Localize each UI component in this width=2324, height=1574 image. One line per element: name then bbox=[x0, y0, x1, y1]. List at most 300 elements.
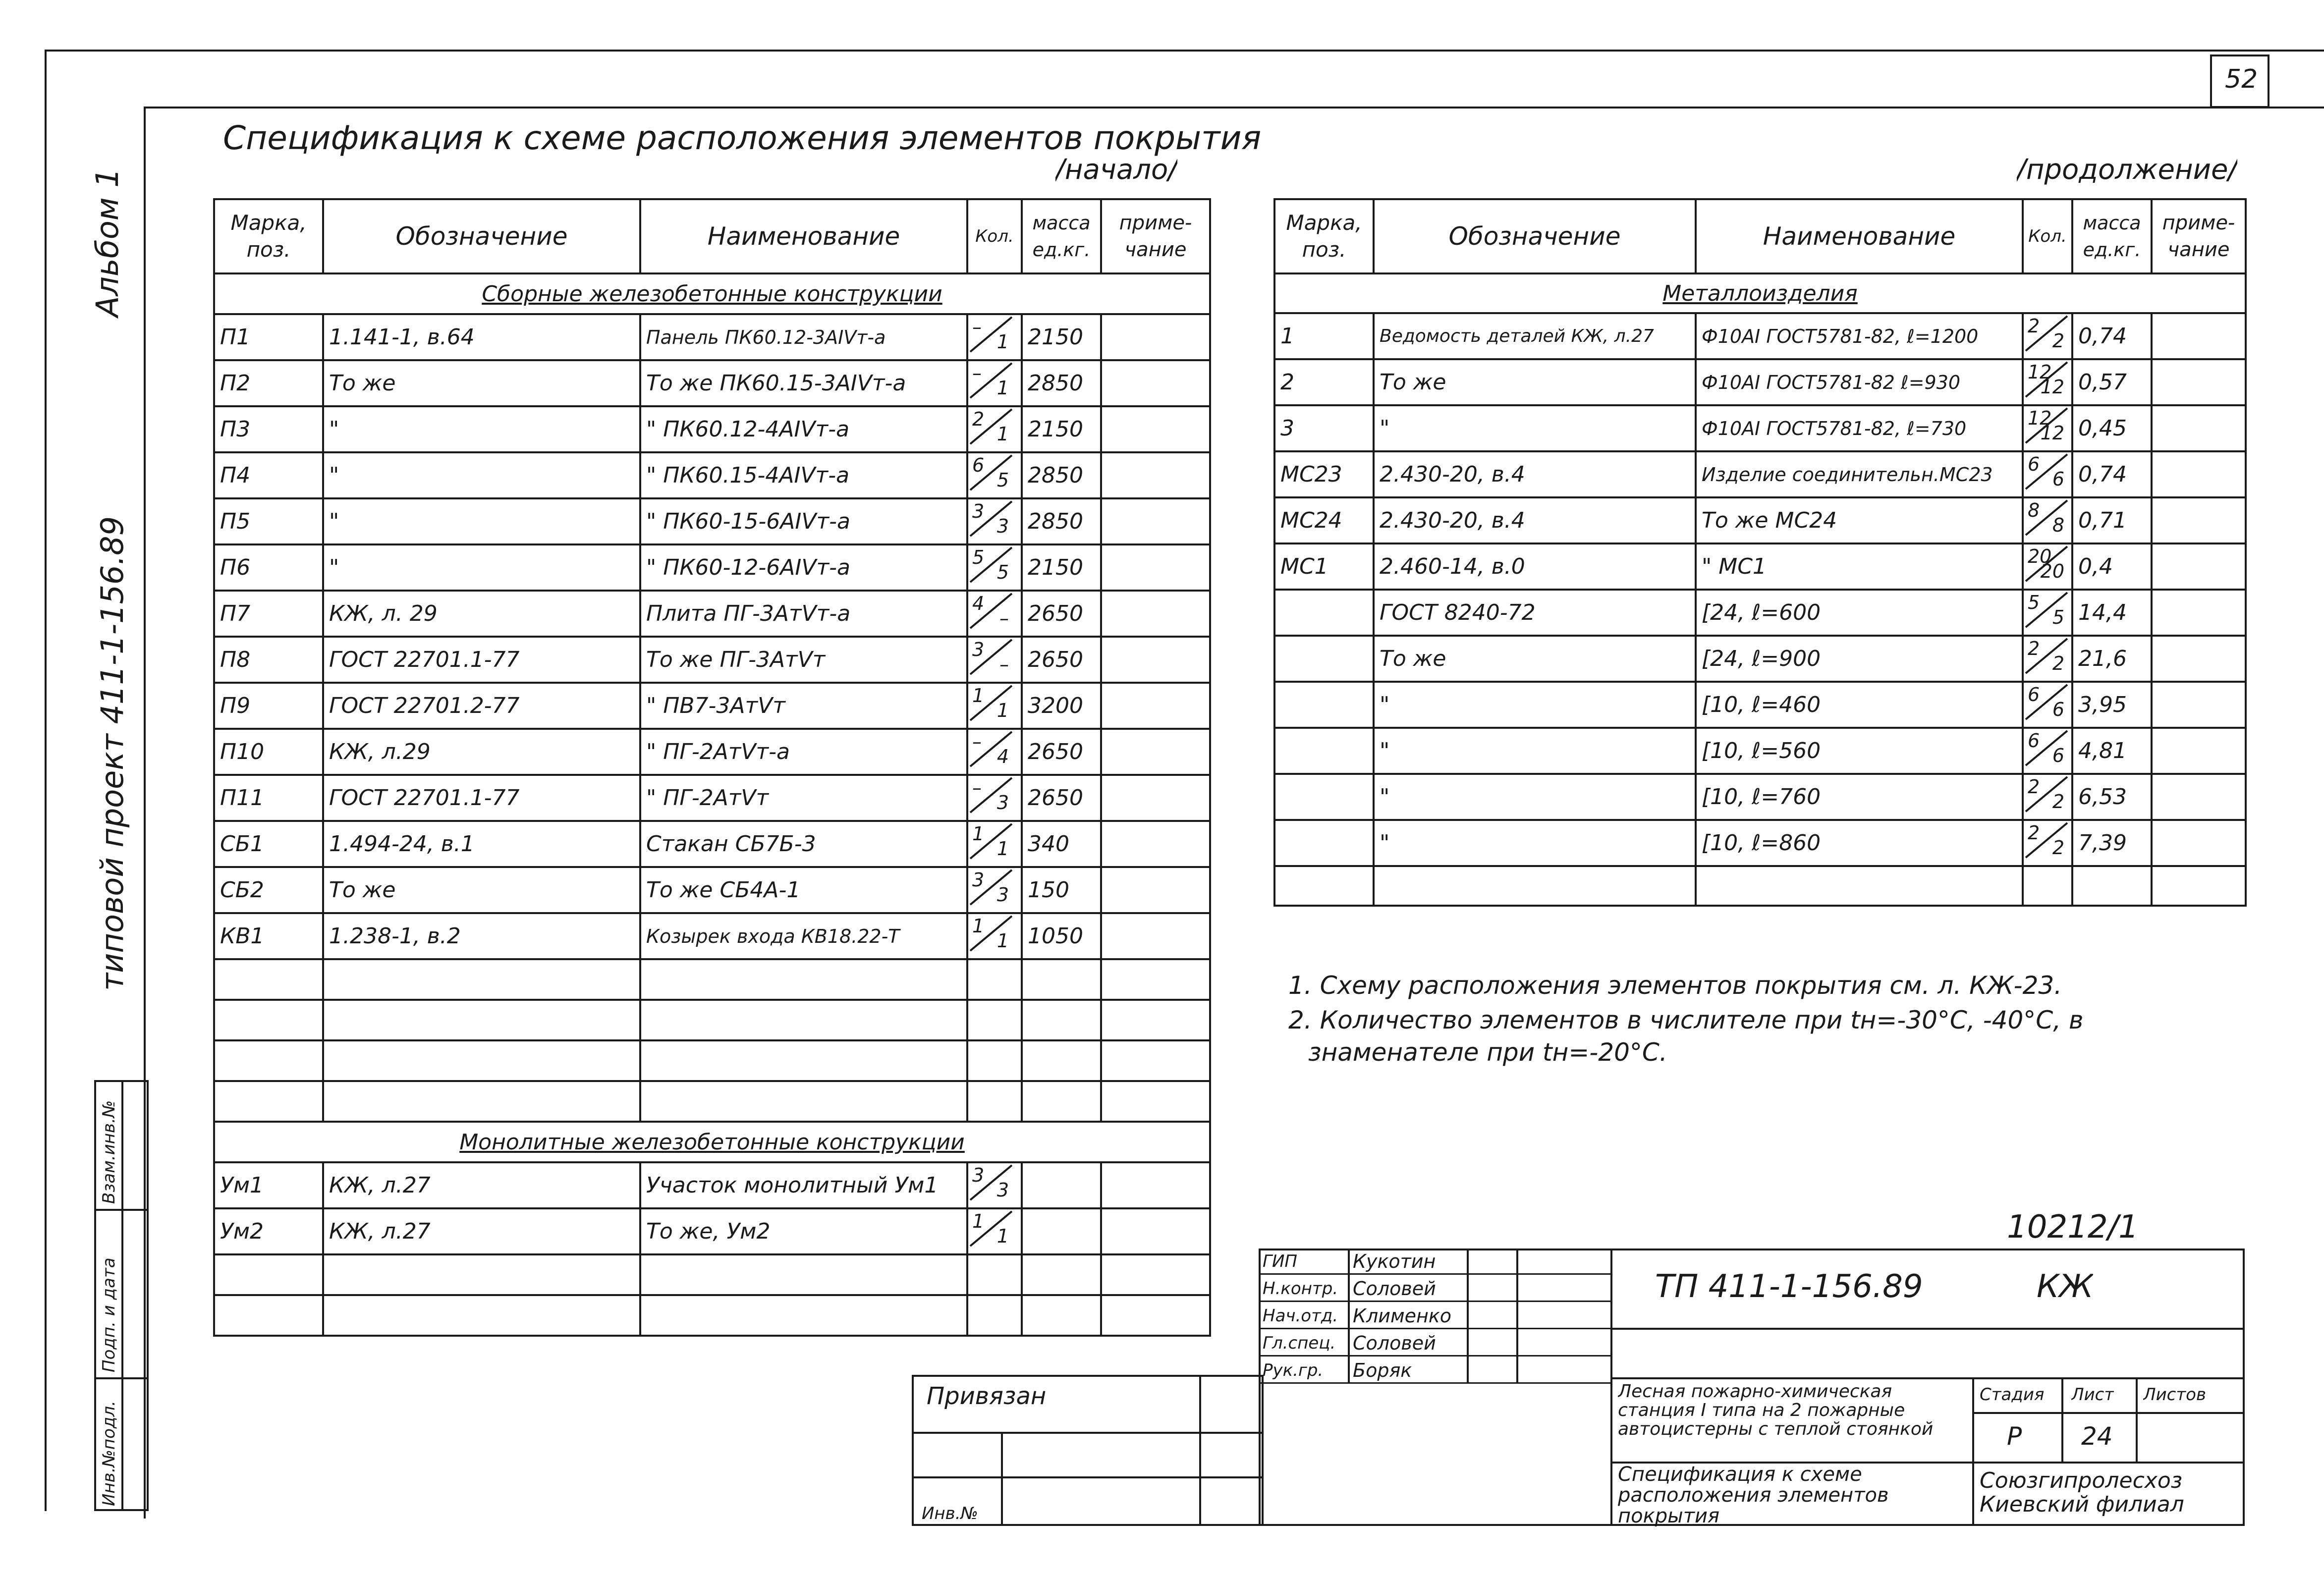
tb-line bbox=[1467, 1248, 1469, 1382]
cell-note bbox=[2152, 543, 2246, 590]
qty-denominator: 3 bbox=[996, 792, 1009, 814]
tb-org: Союзгипролесхоз Киевский филиал bbox=[1980, 1469, 2184, 1517]
tb-line bbox=[1610, 1248, 1612, 1526]
cell-designation: ГОСТ 22701.2-77 bbox=[323, 683, 640, 729]
qty-denominator: 5 bbox=[996, 469, 1009, 491]
cell-designation: " bbox=[1374, 405, 1696, 451]
cell-designation: То же bbox=[1374, 359, 1696, 405]
cell-qty bbox=[967, 637, 1022, 683]
cell-qty bbox=[2023, 590, 2072, 636]
cell-mark: Ум2 bbox=[214, 1208, 323, 1254]
cell-mass: 2650 bbox=[1022, 729, 1101, 775]
qty-denominator: 2 bbox=[2052, 837, 2064, 859]
table-row bbox=[214, 544, 1210, 591]
tb-line bbox=[2061, 1377, 2063, 1462]
cell-mark: П7 bbox=[214, 591, 323, 637]
col-designation: Обозначение bbox=[1374, 199, 1696, 273]
tb-mark: КЖ bbox=[2037, 1268, 2094, 1305]
cell-note bbox=[2152, 313, 2246, 359]
cell-name: Плита ПГ-3АтVт-а bbox=[640, 591, 967, 637]
tb-person: Клименко bbox=[1353, 1305, 1452, 1327]
cell-qty bbox=[2023, 405, 2072, 451]
tb-line bbox=[1259, 1382, 1610, 1384]
qty-numerator: 3 bbox=[972, 639, 985, 660]
cell-note bbox=[1101, 637, 1210, 683]
cell-name: " ПГ-2АтVт bbox=[640, 775, 967, 821]
qty-fraction bbox=[2024, 591, 2069, 629]
qty-fraction bbox=[968, 545, 1014, 584]
cell-qty bbox=[967, 821, 1022, 867]
cell-mass: 1050 bbox=[1022, 913, 1101, 959]
table-row bbox=[1274, 590, 2246, 636]
cell-note bbox=[1101, 867, 1210, 913]
qty-numerator: 3 bbox=[972, 869, 985, 891]
cell-name: " ПВ7-3АтVт bbox=[640, 683, 967, 729]
cell-mass: 2650 bbox=[1022, 591, 1101, 637]
cell-mark: П9 bbox=[214, 683, 323, 729]
col-qty: Кол. bbox=[2023, 199, 2072, 273]
cell-mass: 0,4 bbox=[2072, 543, 2152, 590]
table-row bbox=[214, 452, 1210, 498]
table-row bbox=[1274, 405, 2246, 451]
bound-label: Привязан bbox=[927, 1382, 1047, 1410]
stamp-sign: Подп. и дата bbox=[99, 1257, 119, 1372]
cell-designation: То же bbox=[323, 360, 640, 406]
table-row bbox=[1274, 451, 2246, 497]
cell-designation: ГОСТ 22701.1-77 bbox=[323, 637, 640, 683]
cell-mass: 0,74 bbox=[2072, 313, 2152, 359]
cell-mass: 0,74 bbox=[2072, 451, 2152, 497]
outer-frame-line bbox=[45, 50, 2324, 52]
tb-line bbox=[1259, 1301, 1610, 1302]
cell-mark bbox=[1274, 820, 1374, 866]
qty-fraction bbox=[968, 453, 1014, 492]
cell-designation: 2.460-14, в.0 bbox=[1374, 543, 1696, 590]
tb-line bbox=[1516, 1248, 1518, 1382]
left-spec-table bbox=[213, 198, 1211, 1337]
cell-mark bbox=[1274, 728, 1374, 774]
qty-fraction bbox=[968, 1163, 1014, 1202]
qty-fraction bbox=[2024, 498, 2069, 537]
cell-designation: 1.494-24, в.1 bbox=[323, 821, 640, 867]
cell-mass: 150 bbox=[1022, 867, 1101, 913]
tb-line bbox=[1972, 1462, 2245, 1464]
page-number: 52 bbox=[2225, 64, 2258, 94]
cell-mark: П5 bbox=[214, 498, 323, 544]
tb-line bbox=[1972, 1412, 2245, 1414]
cell-designation: " bbox=[323, 452, 640, 498]
qty-denominator: 1 bbox=[996, 930, 1009, 952]
cell-qty bbox=[967, 498, 1022, 544]
table-row bbox=[1274, 636, 2246, 682]
cell-designation: 1.141-1, в.64 bbox=[323, 314, 640, 360]
table-row bbox=[1274, 774, 2246, 820]
table-row bbox=[214, 1040, 1210, 1081]
tb-line bbox=[1348, 1248, 1350, 1382]
qty-fraction bbox=[2024, 544, 2069, 583]
table-row bbox=[1274, 682, 2246, 728]
qty-denominator: 2 bbox=[2052, 791, 2064, 813]
tb-stage: Р bbox=[2007, 1422, 2022, 1451]
cell-mass: 14,4 bbox=[2072, 590, 2152, 636]
qty-numerator: – bbox=[972, 316, 982, 338]
qty-fraction bbox=[2024, 406, 2069, 445]
qty-numerator: 2 bbox=[972, 408, 985, 430]
cell-designation: КЖ, л.29 bbox=[323, 729, 640, 775]
cell-name: Стакан СБ7Б-3 bbox=[640, 821, 967, 867]
qty-denominator: 1 bbox=[996, 377, 1009, 399]
cell-qty bbox=[967, 1162, 1022, 1208]
cell-mass: 2850 bbox=[1022, 360, 1101, 406]
qty-numerator: 6 bbox=[972, 454, 985, 476]
outer-frame-line-left bbox=[45, 50, 47, 1511]
qty-fraction bbox=[968, 592, 1014, 630]
cell-note bbox=[1101, 775, 1210, 821]
cell-designation: То же bbox=[323, 867, 640, 913]
col-note: приме-чание bbox=[1101, 199, 1210, 273]
table-row bbox=[214, 1208, 1210, 1254]
table-row bbox=[214, 959, 1210, 1000]
cell-mark: МС1 bbox=[1274, 543, 1374, 590]
spec-title: Спецификация к схеме расположения элементов покрытия bbox=[223, 119, 1262, 157]
cell-qty bbox=[2023, 497, 2072, 543]
cell-name: Козырек входа КВ18.22-Т bbox=[640, 913, 967, 959]
table-row bbox=[214, 1162, 1210, 1208]
cell-mark bbox=[1274, 636, 1374, 682]
cell-mark: 1 bbox=[1274, 313, 1374, 359]
col-name: Наименование bbox=[640, 199, 967, 273]
cell-mark bbox=[1274, 774, 1374, 820]
tb-object: Лесная пожарно-химическая станция I типа на 2 пожарные автоцистерны с теплой стоянкой bbox=[1618, 1382, 1934, 1439]
qty-numerator: 2 bbox=[2028, 315, 2040, 337]
table-row bbox=[214, 1295, 1210, 1336]
tb-person: Соловей bbox=[1353, 1332, 1436, 1354]
tb-line bbox=[1972, 1377, 1974, 1526]
cell-name: То же МС24 bbox=[1696, 497, 2023, 543]
cell-name: " ПК60.15-4АIVт-а bbox=[640, 452, 967, 498]
cell-designation: 2.430-20, в.4 bbox=[1374, 451, 1696, 497]
table-row bbox=[1274, 728, 2246, 774]
tb-role: ГИП bbox=[1263, 1251, 1297, 1271]
qty-fraction bbox=[2024, 775, 2069, 814]
cell-qty bbox=[2023, 682, 2072, 728]
tb-role: Гл.спец. bbox=[1263, 1333, 1336, 1353]
qty-numerator: 1 bbox=[972, 915, 985, 937]
cell-designation: " bbox=[1374, 682, 1696, 728]
cell-mass: 2150 bbox=[1022, 314, 1101, 360]
tb-person: Кукотин bbox=[1353, 1250, 1436, 1272]
qty-numerator: 12 bbox=[2028, 361, 2052, 383]
cell-qty bbox=[967, 452, 1022, 498]
cell-name: [10, ℓ=860 bbox=[1696, 820, 2023, 866]
cell-note bbox=[2152, 405, 2246, 451]
qty-fraction bbox=[2024, 683, 2069, 721]
table-row bbox=[214, 637, 1210, 683]
qty-numerator: 2 bbox=[2028, 822, 2040, 844]
cell-mark: СБ2 bbox=[214, 867, 323, 913]
qty-fraction bbox=[968, 361, 1014, 400]
left-header-row bbox=[214, 199, 1210, 273]
tb-line bbox=[2136, 1377, 2138, 1462]
cell-note bbox=[1101, 821, 1210, 867]
tb-line bbox=[1259, 1328, 1610, 1329]
cell-name: " МС1 bbox=[1696, 543, 2023, 590]
qty-denominator: 1 bbox=[996, 423, 1009, 445]
cell-mark: П3 bbox=[214, 406, 323, 452]
table-row bbox=[1274, 543, 2246, 590]
album-label: Альбом 1 bbox=[89, 168, 125, 317]
qty-numerator: 6 bbox=[2028, 684, 2040, 706]
cell-note bbox=[2152, 682, 2246, 728]
note-1: 1. Схему расположения элементов покрытия см. л. КЖ-23. bbox=[1288, 971, 2062, 1000]
cell-qty bbox=[967, 729, 1022, 775]
cell-mark: МС24 bbox=[1274, 497, 1374, 543]
cell-note bbox=[1101, 1208, 1210, 1254]
qty-fraction bbox=[968, 684, 1014, 722]
cell-mass bbox=[1022, 1208, 1101, 1254]
cell-note bbox=[1101, 683, 1210, 729]
sheet-ref: 10212/1 bbox=[2007, 1209, 2139, 1246]
qty-numerator: 2 bbox=[2028, 638, 2040, 659]
tb-role: Рук.гр. bbox=[1263, 1360, 1324, 1380]
side-stamp-divider bbox=[121, 1080, 123, 1511]
inner-frame-top bbox=[144, 107, 2324, 109]
col-qty: Кол. bbox=[967, 199, 1022, 273]
cell-note bbox=[2152, 820, 2246, 866]
qty-denominator: 1 bbox=[996, 1225, 1009, 1247]
table-row bbox=[214, 1254, 1210, 1295]
cell-mass: 340 bbox=[1022, 821, 1101, 867]
qty-numerator: 20 bbox=[2028, 545, 2052, 567]
table-row bbox=[214, 1000, 1210, 1040]
cell-designation: " bbox=[1374, 774, 1696, 820]
qty-numerator: 6 bbox=[2028, 730, 2040, 752]
cell-name: " ПГ-2АтVт-а bbox=[640, 729, 967, 775]
cell-note bbox=[2152, 590, 2246, 636]
qty-denominator: 2 bbox=[2052, 330, 2064, 352]
cell-note bbox=[1101, 729, 1210, 775]
qty-fraction bbox=[968, 822, 1014, 861]
cell-mark: 2 bbox=[1274, 359, 1374, 405]
qty-numerator: 3 bbox=[972, 1164, 985, 1186]
cell-note bbox=[1101, 406, 1210, 452]
qty-denominator: 12 bbox=[2040, 422, 2064, 444]
cell-mass: 3,95 bbox=[2072, 682, 2152, 728]
table-row bbox=[214, 406, 1210, 452]
cell-name: [24, ℓ=900 bbox=[1696, 636, 2023, 682]
qty-fraction bbox=[2024, 637, 2069, 675]
qty-numerator: – bbox=[972, 731, 982, 753]
cell-name: [10, ℓ=460 bbox=[1696, 682, 2023, 728]
note-2: 2. Количество элементов в числителе при tн=-30°С, -40°С, в bbox=[1288, 1006, 2084, 1034]
col-mark: Марка, поз. bbox=[1274, 199, 1374, 273]
tb-sheet-label: Лист bbox=[2071, 1385, 2114, 1405]
qty-fraction bbox=[968, 776, 1014, 814]
cell-name: Изделие соединительн.МС23 bbox=[1696, 451, 2023, 497]
table-row bbox=[1274, 820, 2246, 866]
tb-line bbox=[1259, 1273, 1610, 1275]
cell-qty bbox=[2023, 543, 2072, 590]
qty-denominator: 5 bbox=[996, 561, 1009, 583]
cell-qty bbox=[967, 591, 1022, 637]
cell-mark: П2 bbox=[214, 360, 323, 406]
qty-fraction bbox=[2024, 452, 2069, 491]
table-row bbox=[214, 498, 1210, 544]
col-name: Наименование bbox=[1696, 199, 2023, 273]
cell-mass: 7,39 bbox=[2072, 820, 2152, 866]
cell-designation: То же bbox=[1374, 636, 1696, 682]
cell-mass: 2850 bbox=[1022, 498, 1101, 544]
cell-note bbox=[2152, 451, 2246, 497]
spec-title-start: /начало/ bbox=[1055, 154, 1178, 186]
col-designation: Обозначение bbox=[323, 199, 640, 273]
table-row bbox=[1274, 866, 2246, 906]
cell-name: То же ПГ-3АтVт bbox=[640, 637, 967, 683]
cell-mass: 0,71 bbox=[2072, 497, 2152, 543]
table-row bbox=[214, 683, 1210, 729]
section-precast: Сборные железобетонные конструкции bbox=[214, 273, 1210, 314]
qty-numerator: 5 bbox=[2028, 592, 2040, 613]
cell-qty bbox=[2023, 451, 2072, 497]
table-row bbox=[214, 821, 1210, 867]
qty-denominator: 1 bbox=[996, 331, 1009, 353]
cell-qty bbox=[967, 913, 1022, 959]
qty-fraction bbox=[968, 868, 1014, 907]
inv-label: Инв.№ bbox=[922, 1504, 978, 1523]
table-row bbox=[214, 1081, 1210, 1122]
cell-name: Ф10АI ГОСТ5781-82, ℓ=1200 bbox=[1696, 313, 2023, 359]
cell-designation: Ведомость деталей КЖ, л.27 bbox=[1374, 313, 1696, 359]
qty-denominator: 8 bbox=[2052, 514, 2064, 536]
cell-mass: 0,57 bbox=[2072, 359, 2152, 405]
cell-designation: " bbox=[1374, 728, 1696, 774]
qty-denominator: 6 bbox=[2052, 745, 2064, 766]
table-row bbox=[214, 913, 1210, 959]
cell-name: " ПК60-15-6АIVт-а bbox=[640, 498, 967, 544]
qty-fraction bbox=[968, 730, 1014, 768]
tb-code: ТП 411-1-156.89 bbox=[1655, 1268, 1923, 1305]
cell-designation: 1.238-1, в.2 bbox=[323, 913, 640, 959]
cell-designation: КЖ, л.27 bbox=[323, 1162, 640, 1208]
qty-denominator: 3 bbox=[996, 1179, 1009, 1201]
stamp-replace: Взам.инв.№ bbox=[99, 1100, 119, 1204]
cell-note bbox=[1101, 591, 1210, 637]
qty-denominator: 20 bbox=[2040, 560, 2064, 582]
cell-qty bbox=[2023, 820, 2072, 866]
cell-name: [10, ℓ=760 bbox=[1696, 774, 2023, 820]
cell-designation: ГОСТ 22701.1-77 bbox=[323, 775, 640, 821]
qty-denominator: 1 bbox=[996, 700, 1009, 721]
cell-designation: ГОСТ 8240-72 bbox=[1374, 590, 1696, 636]
col-mass: масса ед.кг. bbox=[1022, 199, 1101, 273]
tb-line bbox=[1610, 1328, 2245, 1330]
cell-note bbox=[2152, 774, 2246, 820]
qty-fraction bbox=[2024, 821, 2069, 860]
cell-name: То же, Ум2 bbox=[640, 1208, 967, 1254]
tb-person: Боряк bbox=[1353, 1359, 1412, 1381]
cell-name: " ПК60.12-4АIVт-а bbox=[640, 406, 967, 452]
qty-fraction bbox=[968, 315, 1014, 354]
cell-name: Ф10АI ГОСТ5781-82, ℓ=730 bbox=[1696, 405, 2023, 451]
cell-designation: " bbox=[323, 544, 640, 591]
cell-qty bbox=[967, 314, 1022, 360]
qty-denominator: 3 bbox=[996, 884, 1009, 906]
project-label: типовой проект 411-1-156.89 bbox=[94, 516, 130, 991]
spec-title-continued: /продолжение/ bbox=[2017, 154, 2238, 186]
table-row bbox=[214, 360, 1210, 406]
cell-designation: " bbox=[323, 406, 640, 452]
cell-mass: 6,53 bbox=[2072, 774, 2152, 820]
qty-fraction bbox=[968, 407, 1014, 446]
tb-person: Соловей bbox=[1353, 1278, 1436, 1300]
qty-fraction bbox=[2024, 729, 2069, 767]
qty-denominator: 2 bbox=[2052, 652, 2064, 674]
cell-note bbox=[1101, 314, 1210, 360]
table-row bbox=[214, 591, 1210, 637]
cell-note bbox=[2152, 497, 2246, 543]
qty-numerator: 5 bbox=[972, 546, 985, 568]
stamp-inv: Инв.№подл. bbox=[99, 1401, 119, 1506]
cell-qty bbox=[967, 867, 1022, 913]
qty-numerator: 3 bbox=[972, 500, 985, 522]
cell-mark: П6 bbox=[214, 544, 323, 591]
cell-qty bbox=[967, 683, 1022, 729]
note-3: знаменателе при tн=-20°С. bbox=[1308, 1038, 1667, 1067]
tb-sheet: 24 bbox=[2081, 1422, 2113, 1451]
right-spec-table bbox=[1273, 198, 2247, 907]
section-monolithic: Монолитные железобетонные конструкции bbox=[214, 1122, 1210, 1162]
tb-line bbox=[1610, 1377, 2245, 1379]
qty-fraction bbox=[2024, 360, 2069, 399]
cell-mark: П10 bbox=[214, 729, 323, 775]
cell-mark: 3 bbox=[1274, 405, 1374, 451]
qty-numerator: 1 bbox=[972, 1210, 985, 1232]
tb-role: Нач.отд. bbox=[1263, 1306, 1338, 1326]
cell-mass: 21,6 bbox=[2072, 636, 2152, 682]
tb-sheet-title: Спецификация к схеме расположения элементов покрытия bbox=[1618, 1464, 1889, 1526]
tb-stage-label: Стадия bbox=[1980, 1385, 2045, 1405]
tb-line bbox=[1259, 1355, 1610, 1357]
cell-designation: КЖ, л.27 bbox=[323, 1208, 640, 1254]
qty-denominator: 5 bbox=[2052, 606, 2064, 628]
cell-mark: СБ1 bbox=[214, 821, 323, 867]
cell-qty bbox=[967, 360, 1022, 406]
col-mass: масса ед.кг. bbox=[2072, 199, 2152, 273]
table-row bbox=[214, 314, 1210, 360]
cell-mark bbox=[1274, 590, 1374, 636]
cell-mass: 4,81 bbox=[2072, 728, 2152, 774]
qty-numerator: – bbox=[972, 777, 982, 799]
cell-mark: МС23 bbox=[1274, 451, 1374, 497]
cell-designation: " bbox=[1374, 820, 1696, 866]
cell-mass: 0,45 bbox=[2072, 405, 2152, 451]
cell-mass: 3200 bbox=[1022, 683, 1101, 729]
cell-name: Участок монолитный Ум1 bbox=[640, 1162, 967, 1208]
cell-mark: КВ1 bbox=[214, 913, 323, 959]
cell-mass bbox=[1022, 1162, 1101, 1208]
bb-line bbox=[912, 1476, 1264, 1478]
bb-line bbox=[1001, 1432, 1003, 1526]
cell-mass: 2650 bbox=[1022, 637, 1101, 683]
qty-denominator: 6 bbox=[2052, 468, 2064, 490]
qty-numerator: 1 bbox=[972, 823, 985, 845]
qty-denominator: 3 bbox=[996, 515, 1009, 537]
cell-name: [10, ℓ=560 bbox=[1696, 728, 2023, 774]
cell-mass: 2650 bbox=[1022, 775, 1101, 821]
cell-qty bbox=[2023, 359, 2072, 405]
side-stamp-divider bbox=[94, 1209, 149, 1211]
qty-denominator: – bbox=[999, 607, 1009, 629]
